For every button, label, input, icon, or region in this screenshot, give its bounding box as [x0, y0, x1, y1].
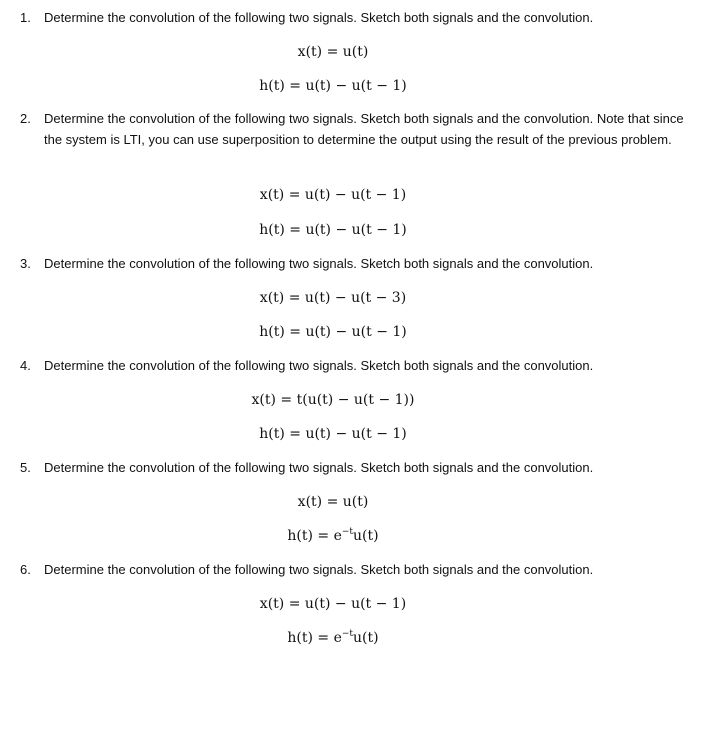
- equation-x: x(t) = u(t): [297, 494, 369, 510]
- problem-text: Determine the convolution of the following two signals. Sketch both signals and the convolution.: [44, 256, 594, 271]
- problem-number: 2.: [20, 111, 31, 126]
- equation-h: h(t) = u(t) − u(t − 1): [259, 78, 407, 94]
- equation-h-suffix: u(t): [353, 630, 379, 646]
- equation-x: x(t) = u(t) − u(t − 3): [259, 290, 407, 306]
- problem-text: Determine the convolution of the following two signals. Sketch both signals and the convolution.: [44, 562, 594, 577]
- equation-h: h(t) = u(t) − u(t − 1): [259, 222, 407, 238]
- problem-text: Determine the convolution of the following two signals. Sketch both signals and the convolution.: [44, 358, 594, 373]
- equation-h-exponent: −t: [341, 629, 354, 639]
- equation-h-prefix: h(t) = e: [287, 528, 342, 544]
- equation-h-exponent: −t: [341, 527, 354, 537]
- equation-h-prefix: h(t) = e: [287, 630, 342, 646]
- equation-h: [0, 628, 666, 648]
- equation-h-suffix: u(t): [353, 528, 379, 544]
- equation-h: [0, 526, 666, 546]
- equation-x: x(t) = t(u(t) − u(t − 1)): [251, 392, 415, 408]
- equation-x: x(t) = u(t): [297, 44, 369, 60]
- equation-x: x(t) = u(t) − u(t − 1): [259, 187, 407, 203]
- equation-x: x(t) = u(t) − u(t − 1): [259, 596, 407, 612]
- problem-text: Determine the convolution of the following two signals. Sketch both signals and the convolution.: [44, 460, 594, 475]
- problem-text: Determine the convolution of the following two signals. Sketch both signals and the convolution. Note that since the system is LTI, you can use superposition to determine the output using the result of the previous problem.: [44, 111, 684, 147]
- equation-h: h(t) = u(t) − u(t − 1): [259, 324, 407, 340]
- problem-text: Determine the convolution of the following two signals. Sketch both signals and the convolution.: [44, 10, 594, 25]
- problem-number: 4.: [20, 358, 31, 373]
- problem-number: 3.: [20, 256, 31, 271]
- equation-h: h(t) = u(t) − u(t − 1): [259, 426, 407, 442]
- problem-number: 6.: [20, 562, 31, 577]
- problem-number: 5.: [20, 460, 31, 475]
- problem-number: 1.: [20, 10, 31, 25]
